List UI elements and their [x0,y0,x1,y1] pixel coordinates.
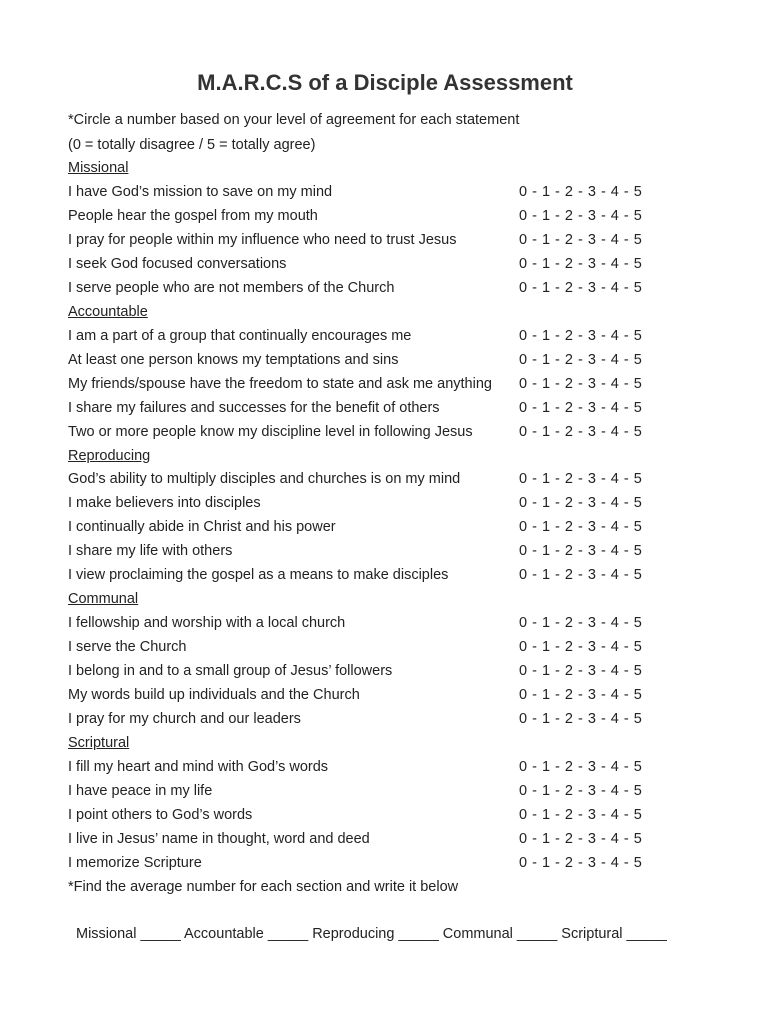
statement-text: I live in Jesus’ name in thought, word and deed [68,831,370,847]
rating-scale[interactable]: 0 - 1 - 2 - 3 - 4 - 5 [519,519,643,536]
rating-scale[interactable]: 0 - 1 - 2 - 3 - 4 - 5 [519,183,643,200]
rating-scale[interactable]: 0 - 1 - 2 - 3 - 4 - 5 [519,711,643,728]
section-heading-accountable: Accountable [68,303,148,320]
rating-scale[interactable]: 0 - 1 - 2 - 3 - 4 - 5 [519,831,643,847]
rating-scale[interactable]: 0 - 1 - 2 - 3 - 4 - 5 [519,687,643,704]
statement-text: At least one person knows my temptations and sins [68,351,399,368]
statement-text: I continually abide in Christ and his power [68,519,336,536]
statement-text: I share my failures and successes for the benefit of others [68,399,440,416]
statement-text: I pray for people within my influence who need to trust Jesus [68,231,457,248]
statement-text: I seek God focused conversations [68,255,287,272]
rating-scale[interactable]: 0 - 1 - 2 - 3 - 4 - 5 [519,207,643,224]
statement-text: I share my life with others [68,543,233,560]
statement-text: I make believers into disciples [68,495,261,512]
rating-scale[interactable]: 0 - 1 - 2 - 3 - 4 - 5 [519,351,643,368]
rating-scale[interactable]: 0 - 1 - 2 - 3 - 4 - 5 [519,495,643,512]
statement-text: I am a part of a group that continually encourages me [68,327,412,344]
rating-scale[interactable]: 0 - 1 - 2 - 3 - 4 - 5 [519,855,643,871]
average-note: *Find the average number for each section and write it below [68,879,459,895]
rating-scale[interactable]: 0 - 1 - 2 - 3 - 4 - 5 [519,783,643,799]
statement-text: I belong in and to a small group of Jesus’ followers [68,663,393,680]
statement-text: My friends/spouse have the freedom to state and ask me anything [68,375,492,392]
rating-scale[interactable]: 0 - 1 - 2 - 3 - 4 - 5 [519,279,643,296]
page-title: M.A.R.C.S of a Disciple Assessment [197,70,573,95]
section-averages-footer: Missional _____ Accountable _____ Reproducing _____ Communal _____ Scriptural _____ [76,926,667,942]
statement-text: People hear the gospel from my mouth [68,207,318,224]
rating-scale[interactable]: 0 - 1 - 2 - 3 - 4 - 5 [519,663,643,680]
rating-scale[interactable]: 0 - 1 - 2 - 3 - 4 - 5 [519,615,643,632]
section-heading-reproducing: Reproducing [68,447,151,464]
rating-scale[interactable]: 0 - 1 - 2 - 3 - 4 - 5 [519,759,643,775]
statement-text: God’s ability to multiply disciples and churches is on my mind [68,471,461,488]
rating-scale[interactable]: 0 - 1 - 2 - 3 - 4 - 5 [519,423,643,440]
statement-text: I have God’s mission to save on my mind [68,183,333,200]
statement-text: I have peace in my life [68,783,213,799]
statement-text: My words build up individuals and the Church [68,687,360,704]
rating-scale[interactable]: 0 - 1 - 2 - 3 - 4 - 5 [519,471,643,488]
instruction-line-1: *Circle a number based on your level of agreement for each statement [68,112,520,128]
section-heading-missional: Missional [68,160,129,176]
section-heading-communal: Communal [68,591,139,608]
statement-text: Two or more people know my discipline level in following Jesus [68,423,473,440]
rating-scale[interactable]: 0 - 1 - 2 - 3 - 4 - 5 [519,399,643,416]
statement-text: I view proclaiming the gospel as a means to make disciples [68,567,449,584]
statement-text: I memorize Scripture [68,855,202,871]
rating-scale[interactable]: 0 - 1 - 2 - 3 - 4 - 5 [519,231,643,248]
rating-scale[interactable]: 0 - 1 - 2 - 3 - 4 - 5 [519,543,643,560]
rating-scale[interactable]: 0 - 1 - 2 - 3 - 4 - 5 [519,639,643,656]
rating-scale[interactable]: 0 - 1 - 2 - 3 - 4 - 5 [519,375,643,392]
statement-text: I pray for my church and our leaders [68,711,301,728]
statement-text: I fill my heart and mind with God’s words [68,759,329,775]
section-heading-scriptural: Scriptural [68,735,130,752]
rating-scale[interactable]: 0 - 1 - 2 - 3 - 4 - 5 [519,327,643,344]
statement-text: I serve people who are not members of the Church [68,279,395,296]
statement-text: I fellowship and worship with a local church [68,615,346,632]
statement-text: I point others to God’s words [68,807,253,823]
instruction-line-2: (0 = totally disagree / 5 = totally agree) [68,137,316,153]
rating-scale[interactable]: 0 - 1 - 2 - 3 - 4 - 5 [519,567,643,584]
rating-scale[interactable]: 0 - 1 - 2 - 3 - 4 - 5 [519,255,643,272]
rating-scale[interactable]: 0 - 1 - 2 - 3 - 4 - 5 [519,807,643,823]
statement-text: I serve the Church [68,639,187,656]
